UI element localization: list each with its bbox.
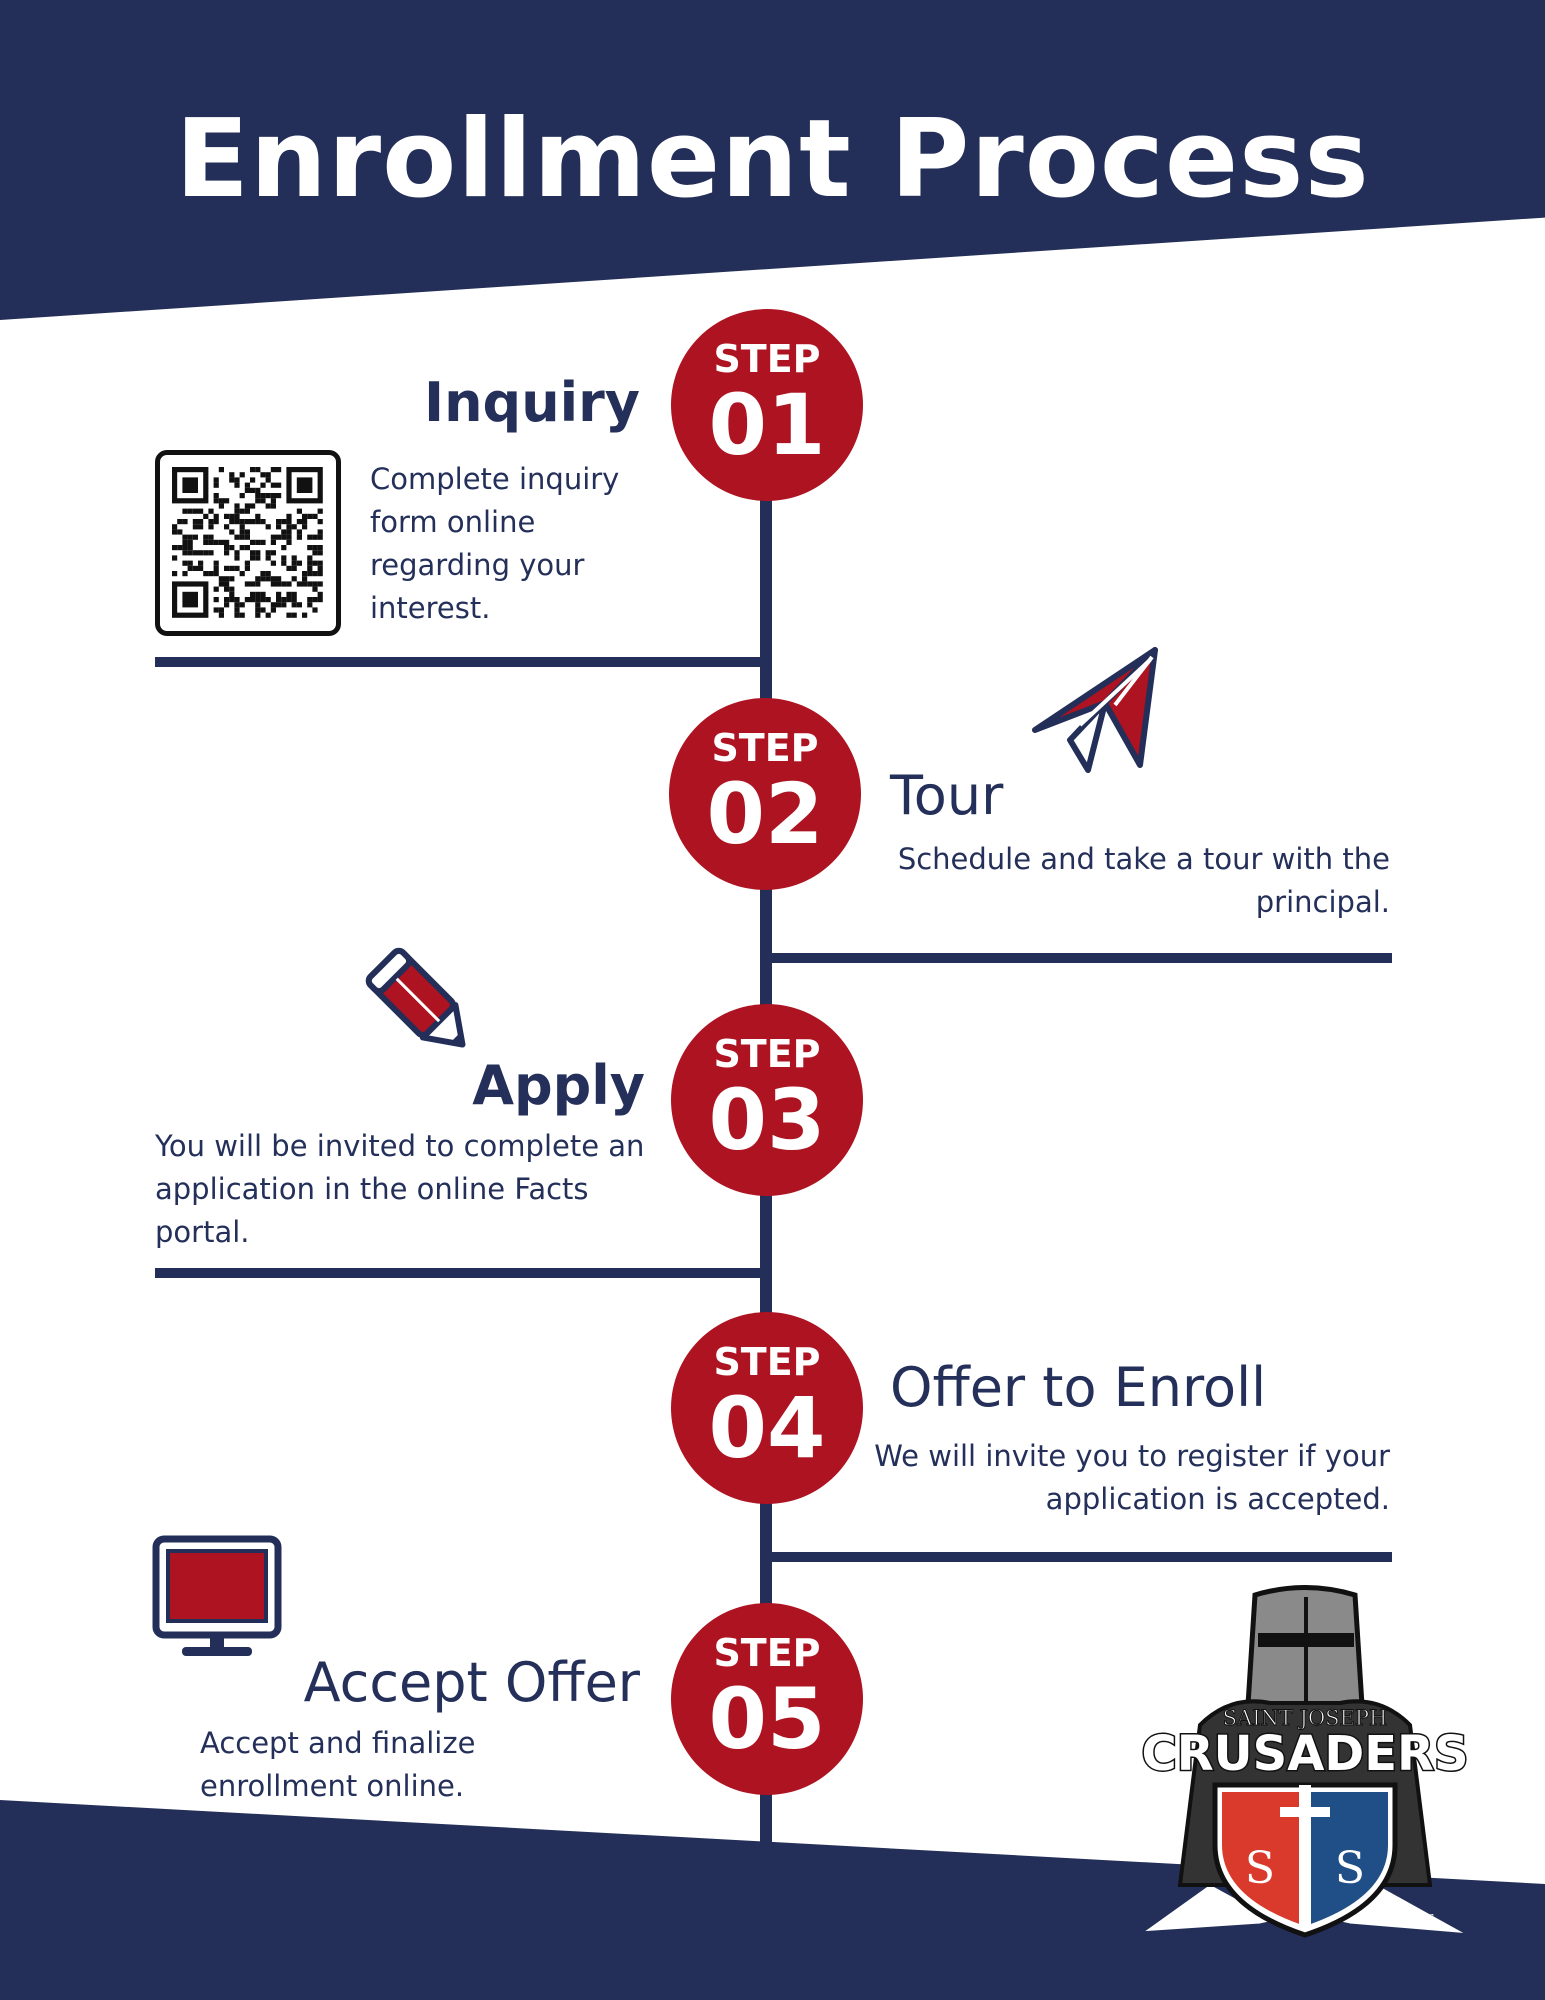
step-01-description: Complete inquiry form online regarding your interest. xyxy=(370,462,620,625)
qr-code-icon[interactable] xyxy=(155,450,341,636)
step-04-description: We will invite you to register if your application is accepted. xyxy=(874,1439,1390,1516)
logo-established: Est. 1946 xyxy=(1376,1912,1434,1926)
step-04-badge xyxy=(671,1312,863,1504)
logo-main-text: CRUSADERS xyxy=(1141,1726,1469,1782)
paper-plane-icon xyxy=(1030,645,1165,775)
step-05-badge xyxy=(671,1603,863,1795)
logo-left-letter: S xyxy=(1244,1843,1276,1894)
step-01-heading: Inquiry xyxy=(424,371,640,434)
timeline-branch-4 xyxy=(767,1552,1392,1562)
timeline-branch-2 xyxy=(767,953,1392,963)
step-05-description: Accept and finalize enrollment online. xyxy=(200,1726,476,1803)
step-label: STEP xyxy=(713,1340,821,1384)
step-number: 04 xyxy=(708,1379,826,1477)
step-01-badge xyxy=(671,309,863,501)
step-05-heading: Accept Offer xyxy=(303,1651,640,1714)
step-02-heading: Tour xyxy=(890,764,1004,827)
step-number: 05 xyxy=(708,1670,826,1768)
monitor-icon xyxy=(152,1535,282,1660)
step-02-description: Schedule and take a tour with the principal. xyxy=(897,842,1390,919)
step-number: 02 xyxy=(706,765,824,863)
page-title: Enrollment Process xyxy=(175,97,1370,222)
step-number: 01 xyxy=(708,376,826,474)
step-02-badge xyxy=(669,698,861,890)
step-label: STEP xyxy=(713,1631,821,1675)
step-label: STEP xyxy=(713,337,821,381)
crusaders-logo xyxy=(1140,1585,1470,1945)
step-label: STEP xyxy=(713,1032,821,1076)
logo-top-text: SAINT JOSEPH xyxy=(1222,1706,1388,1730)
step-03-heading: Apply xyxy=(472,1054,645,1117)
step-number: 03 xyxy=(708,1071,826,1169)
logo-right-letter: S xyxy=(1334,1843,1366,1894)
timeline-branch-3 xyxy=(155,1268,767,1278)
step-04-heading: Offer to Enroll xyxy=(890,1356,1267,1419)
pencil-icon xyxy=(362,940,488,1060)
step-label: STEP xyxy=(711,726,819,770)
step-03-description: You will be invited to complete an application in the online Facts portal. xyxy=(155,1129,645,1249)
timeline-branch-1 xyxy=(155,657,767,667)
step-03-badge xyxy=(671,1004,863,1196)
